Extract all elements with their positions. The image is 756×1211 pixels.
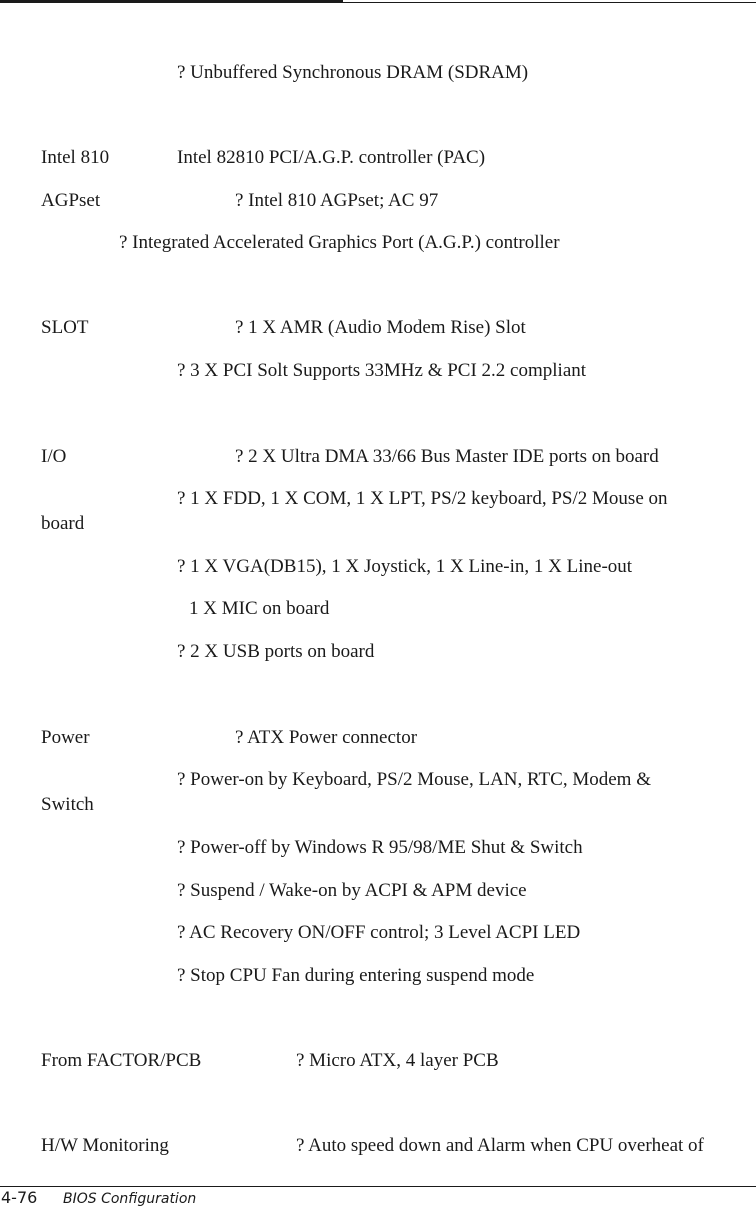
spec-agpset-value: ? Intel 810 AGPset; AC 97 <box>235 190 439 211</box>
spec-slot-pci: ? 3 X PCI Solt Supports 33MHz & PCI 2.2 compliant <box>177 360 587 381</box>
spec-suspend: ? Suspend / Wake-on by ACPI & APM device <box>177 880 527 901</box>
spec-label-power: Power <box>41 727 90 748</box>
header-rule-thick <box>0 0 343 3</box>
spec-label-intel: Intel 810 <box>41 147 110 168</box>
spec-power-on: ? Power-on by Keyboard, PS/2 Mouse, LAN, RTC, Modem & <box>177 769 651 790</box>
spec-label-io: I/O <box>41 446 67 467</box>
header-rule-thin <box>343 2 756 3</box>
spec-power-atx: ? ATX Power connector <box>235 727 418 748</box>
spec-power-off: ? Power-off by Windows R 95/98/ME Shut & Switch <box>177 837 583 858</box>
spec-io-fdd: ? 1 X FDD, 1 X COM, 1 X LPT, PS/2 keyboard, PS/2 Mouse on <box>177 488 668 509</box>
spec-io-mic: 1 X MIC on board <box>189 598 330 619</box>
spec-io-usb: ? 2 X USB ports on board <box>177 641 375 662</box>
spec-label-form-factor: From FACTOR/PCB <box>41 1050 202 1071</box>
spec-sdram: ? Unbuffered Synchronous DRAM (SDRAM) <box>177 62 529 83</box>
spec-hw-monitoring-value: ? Auto speed down and Alarm when CPU overheat of <box>296 1135 704 1156</box>
spec-label-slot: SLOT <box>41 317 89 338</box>
spec-label-hw-monitoring: H/W Monitoring <box>41 1135 169 1156</box>
spec-form-factor-value: ? Micro ATX, 4 layer PCB <box>296 1050 499 1071</box>
spec-ac-recovery: ? AC Recovery ON/OFF control; 3 Level ACPI LED <box>177 922 581 943</box>
spec-label-switch: Switch <box>41 794 94 815</box>
spec-slot-amr: ? 1 X AMR (Audio Modem Rise) Slot <box>235 317 526 338</box>
spec-stop-fan: ? Stop CPU Fan during entering suspend mode <box>177 965 535 986</box>
spec-io-vga: ? 1 X VGA(DB15), 1 X Joystick, 1 X Line-in, 1 X Line-out <box>177 556 633 577</box>
spec-io-ide: ? 2 X Ultra DMA 33/66 Bus Master IDE ports on board <box>235 446 659 467</box>
spec-io-board: board <box>41 513 85 534</box>
section-title: BIOS Configuration <box>63 1191 197 1207</box>
spec-agp-controller: ? Integrated Accelerated Graphics Port (A.G.P.) controller <box>119 232 560 253</box>
spec-label-agpset: AGPset <box>41 190 101 211</box>
footer-rule <box>0 1186 756 1187</box>
page-number: 4-76 <box>1 1188 38 1207</box>
spec-intel-value: Intel 82810 PCI/A.G.P. controller (PAC) <box>177 147 486 168</box>
